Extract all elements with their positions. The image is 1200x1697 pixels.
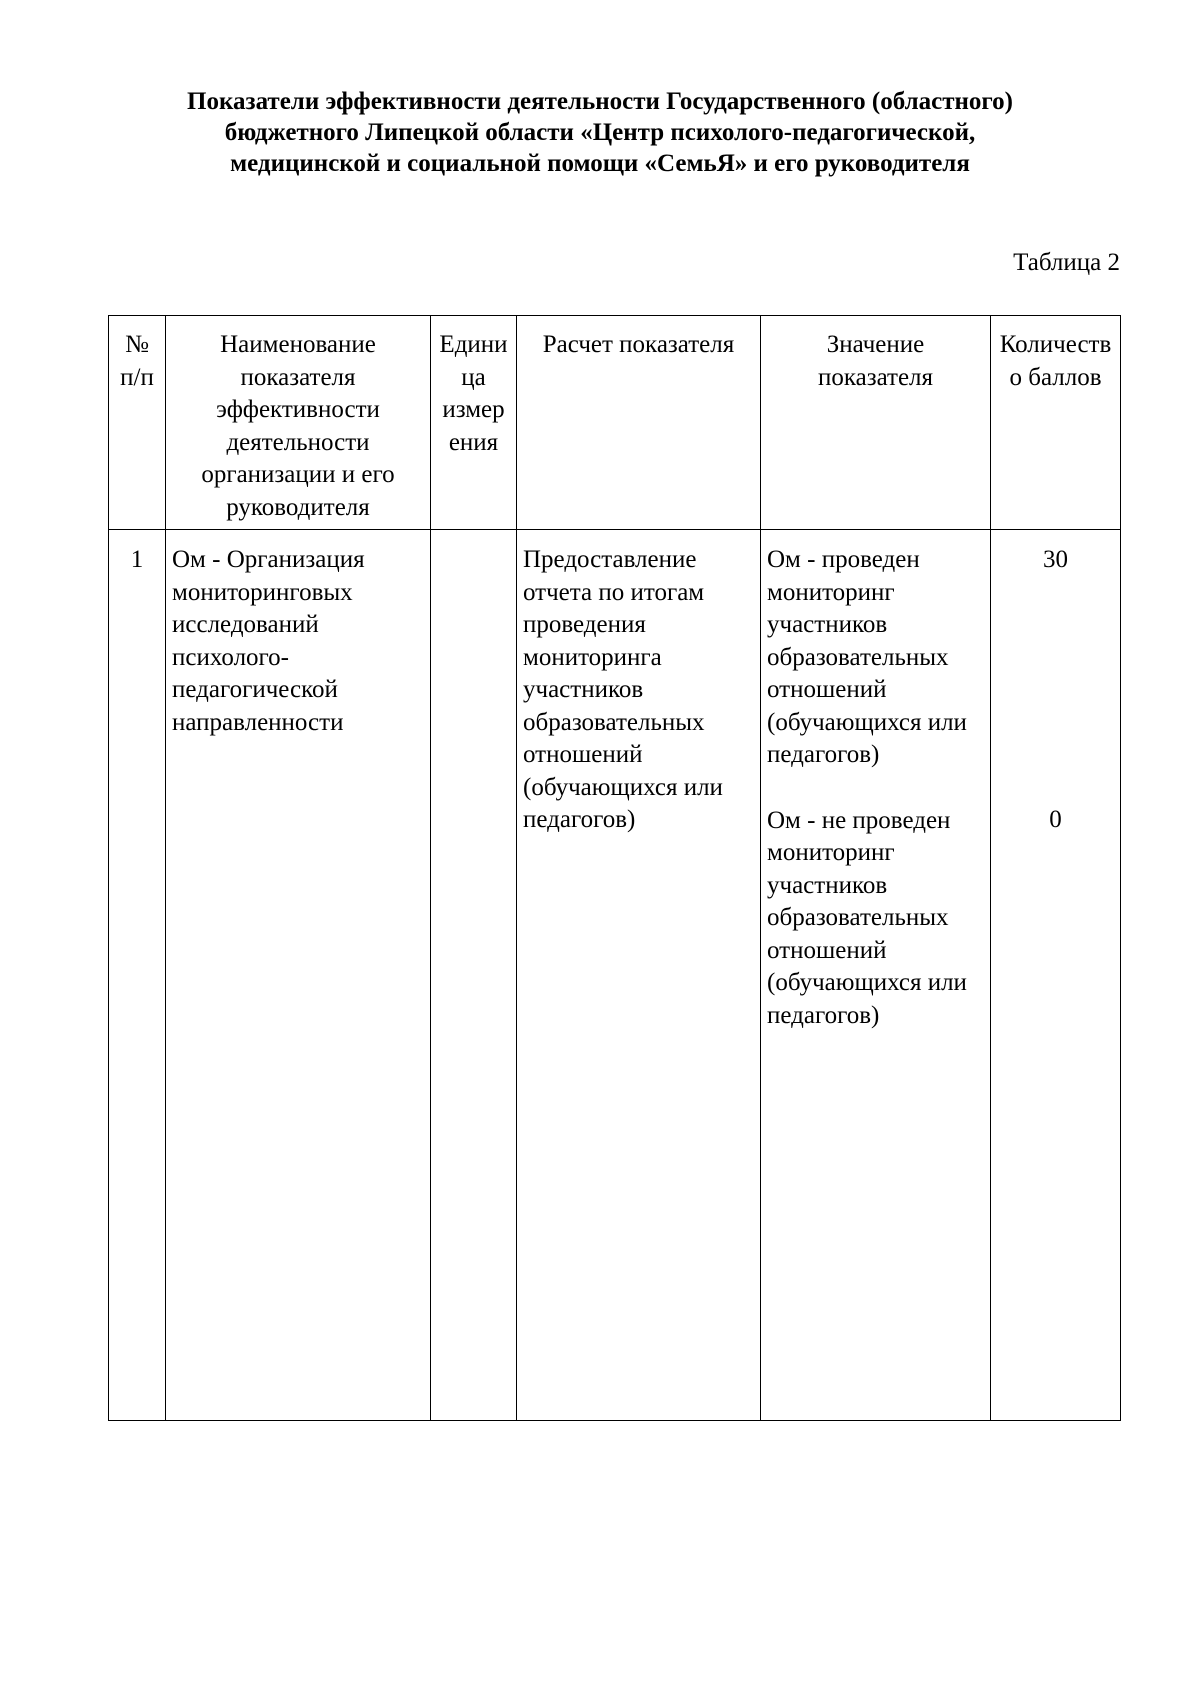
value-option-conducted: Ом - проведен мониторинг участников образовательных отношений (обучающихся или педагогов) (767, 546, 967, 768)
table-header-row (109, 316, 1121, 530)
points-cell (991, 530, 1121, 1421)
calculation-cell: Предоставление отчета по итогам проведения мониторинга участников образовательных отношений (обучающихся или педагогов) (517, 530, 761, 1421)
header-indicator-name: Наименование показателя эффективности деятельности организации и его руководителя (166, 316, 431, 530)
header-unit: Единица измерения (431, 316, 517, 530)
unit-cell (431, 530, 517, 1421)
indicator-name-cell: Ом - Организация мониторинговых исследований психолого-педагогической направленности (166, 530, 431, 1421)
value-option-not-conducted: Ом - не проведен мониторинг участников образовательных отношений (обучающихся или педагогов) (767, 806, 967, 1029)
header-points: Количество баллов (991, 316, 1121, 530)
value-cell (761, 530, 991, 1421)
indicators-table (108, 315, 1121, 1421)
table-label: Таблица 2 (1013, 249, 1120, 276)
points-not-conducted: 0 (1049, 805, 1062, 833)
document-title: Показатели эффективности деятельности Государственного (областного) бюджетного Липецкой области «Центр психолого-педагогической, медицинской и социальной помощи «СемьЯ» и его руководителя (187, 88, 1013, 177)
header-number: № п/п (109, 316, 166, 530)
table-row (109, 530, 1121, 1421)
header-value: Значение показателя (761, 316, 991, 530)
points-conducted: 30 (1043, 546, 1068, 573)
header-calculation: Расчет показателя (517, 316, 761, 530)
row-number-cell: 1 (109, 530, 166, 1421)
